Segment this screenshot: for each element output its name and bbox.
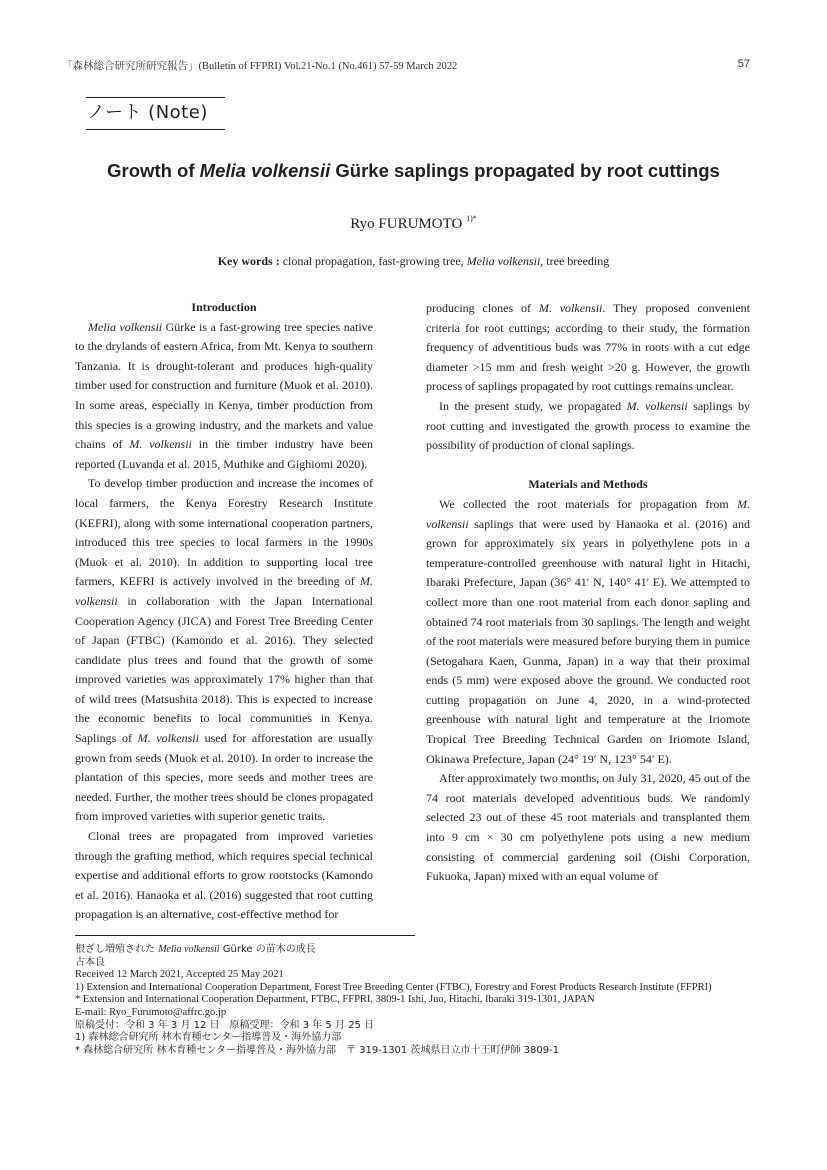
author-line: [0, 214, 827, 233]
methods-heading: Materials and Methods: [528, 477, 648, 492]
footnote-divider: [75, 935, 415, 936]
footnote-affiliation-corresponding: * Extension and International Cooperation Department, FTBC, FFPRI, 3809-1 Ishi, Juo, Hitachi, Ibaraki 319-1301, JAPAN: [75, 994, 595, 1006]
intro-paragraph-3: Clonal trees are propagated from improved varieties through the grafting method, which requires special technical expertise and additional efforts to grow rootstocks (Kamondo et al. 2016). Hanaoka et al. (2016) suggested that root cutting propagation is an alternative, cost-effective method for: [75, 829, 373, 922]
paragraph-text: In the present study, we propagated: [439, 398, 627, 413]
paragraph-text: in collaboration with the Japan International Cooperation Agency (JICA) and Forest Tree Breeding Center of Japan (FTBC) (Kamondo et al. 2016). They selected candidate plus trees and found that the growth of some improved varieties was approximately 17% higher than that of wild trees (Matsushita 2018). This is expected to increase the economic benefits to local communities in Kenya. Saplings of: [75, 593, 373, 746]
species-name: M. volkensii: [538, 301, 603, 315]
jp-title-text-end: Gürke の苗木の成長: [219, 944, 316, 955]
keywords-text-end: , tree breeding: [540, 254, 610, 268]
methods-paragraph-2: After approximately two months, on July 31, 2020, 45 out of the 74 root materials developed adventitious buds. We randomly selected 23 out of these 45 root materials and transplanted them into 9 cm × 30 cm polyethylene pots using a new medium consisting of commercial gardening soil (Oishi Corporation, Fukuoka, Japan) mixed with an equal volume of: [426, 771, 750, 884]
section-spacer: [426, 456, 750, 476]
intro-paragraph-1: [75, 318, 373, 475]
keywords-text: clonal propagation, fast-growing tree,: [279, 254, 467, 268]
right-column: [426, 299, 750, 887]
introduction-heading: Introduction: [191, 300, 257, 314]
footnote-affiliation-1: 1) Extension and International Cooperation Department, Forest Tree Breeding Center (FTBC), Forestry and Forest Products Research Institute (FFPRI): [75, 981, 712, 993]
footnote-email[interactable]: E-mail: Ryo_Furumoto@affrc.go.jp: [75, 1006, 227, 1018]
paragraph-text: To develop timber production and increase the incomes of local farmers, the Kenya Forestry Research Institute (KEFRI), along with some international cooperation partners, introduced this tree species to local farmers in the 1990s (Muok et al. 2010). In addition to supporting local tree farmers, KEFRI is actively involved in the breeding of: [75, 476, 373, 589]
author-name: Ryo FURUMOTO: [350, 216, 463, 232]
paragraph-text: producing clones of: [426, 301, 539, 315]
footnote-japanese-title: [75, 944, 755, 957]
footnote-japanese-affiliation-corresponding: * 森林総合研究所 林木育種センター指導普及・海外協力部 〒 319-1301 茨城県日立市十王町伊師 3809-1: [75, 1044, 560, 1056]
running-header: 「森林総合研究所研究報告」(Bulletin of FFPRI) Vol.21-No.1 (No.461) 57-59 March 2022: [62, 61, 458, 72]
species-name: M. volkensii: [626, 398, 688, 413]
species-name: M. volkensii: [75, 574, 373, 608]
title-species: Melia volkensii: [199, 160, 331, 181]
intro-paragraph-4: [426, 397, 750, 456]
footnote-japanese-dates: 原稿受付：令和 3 年 3 月 12 日 原稿受理：令和 3 年 5 月 25 日: [75, 1019, 375, 1031]
paragraph-text: . They proposed convenient criteria for root cuttings; according to their study, the formation frequency of adventitious buds was 77% in roots with a cut edge diameter >15 mm and fresh weight >20 g. However, the growth process of saplings propagated by root cuttings remains unclear.: [426, 301, 751, 394]
title-text-pre: Growth of: [107, 160, 200, 181]
paragraph-text: in the timber industry have been reported (Luvanda et al. 2015, Muthike and Gighiomi 2020).: [75, 437, 373, 471]
title-text-post: Gürke saplings propagated by root cuttings: [330, 160, 720, 181]
jp-title-text: 根ざし増殖された: [75, 944, 159, 955]
footnote-japanese-author: 古本良: [75, 956, 105, 968]
keywords-label: Key words :: [217, 254, 280, 268]
left-column: [75, 298, 373, 925]
paragraph-text: We collected the root materials for propagation from: [439, 496, 737, 511]
intro-paragraph-2: [75, 474, 373, 827]
paragraph-text: used for afforestation are usually grown from seeds (Muok et al. 2010). In order to increase the plantation of this species, more seeds and mother trees are needed. Further, the mother trees should be clones propagated from improved varieties with superior genetic traits.: [75, 731, 373, 824]
keywords-line: [0, 254, 827, 269]
keywords-species: Melia volkensii: [466, 254, 541, 268]
article-title: [0, 160, 827, 182]
footnotes: [75, 944, 755, 1057]
species-name: Melia volkensii: [88, 319, 163, 334]
footnote-japanese-affiliation-1: 1) 森林総合研究所 林木育種センター指導普及・海外協力部: [75, 1032, 342, 1044]
footnote-received-accepted: Received 12 March 2021, Accepted 25 May 2021: [75, 969, 284, 981]
paragraph-text: saplings that were used by Hanaoka et al. (2016) and grown for approximately six years in polyethylene pots in a temperature-controlled greenhouse with natural light in Hitachi, Ibaraki Prefecture, Japan (36° 41′ N, 140° 41′ E). We attempted to collect more than one root material from each donor sapling and obtained 74 root materials from 30 saplings. The length and weight of the root materials were measured before burying them in pumice (Setogahara Kaen, Gunma, Japan) in a way that their proximal ends (5 mm) were exposed above the ground. We conducted root cutting propagation on June 4, 2020, in a wind-protected greenhouse with natural light and temperature at the Iriomote Tropical Tree Breeding Technical Garden on Iriomote Island, Okinawa Prefecture, Japan (24° 19′ N, 123° 54′ E).: [426, 516, 750, 766]
methods-paragraph-1: [426, 495, 750, 769]
species-name: M. volkensii: [426, 496, 750, 531]
species-name: Melia volkensii: [158, 944, 220, 955]
intro-paragraph-3-continued: [426, 299, 750, 397]
page-number: 57: [737, 58, 750, 70]
species-name: M. volkensii: [137, 731, 199, 746]
paragraph-text: saplings by root cutting and investigated the growth process to examine the possibility of production of clonal saplings.: [426, 398, 750, 453]
paragraph-text: Gürke is a fast-growing tree species native to the drylands of eastern Africa, from Mt. Kenya to southern Tanzania. It is drought-tolerant and produces high-quality timber used for construction and furniture (Muok et al. 2010). In some areas, especially in Kenya, timber production from this species is a growing industry, and the markets and value chains of: [75, 319, 374, 452]
article-type-label: ノート (Note): [86, 97, 225, 130]
species-name: M. volkensii: [129, 437, 192, 452]
author-affiliation-marks: 1)*: [466, 214, 477, 223]
